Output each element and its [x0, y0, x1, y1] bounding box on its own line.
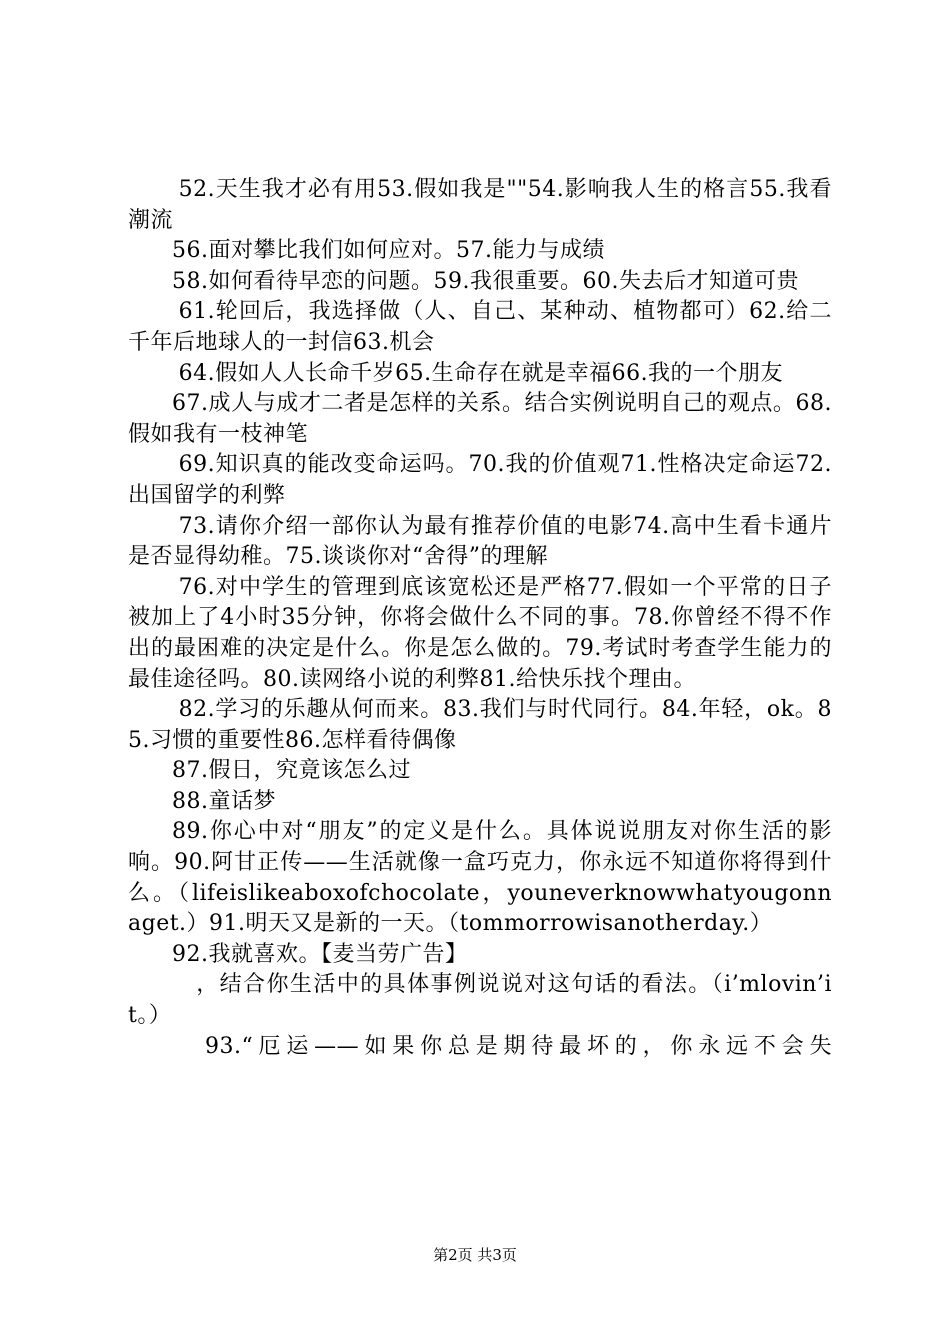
- paragraph-topics-76-81: 76.对中学生的管理到底该宽松还是严格77.假如一个平常的日子被加上了4小时35分钟，你将会做什么不同的事。78.你曾经不得不作出的最困难的决定是什么。你是怎么做的。79.考试时考查学生能力的最佳途径吗。80.读网络小说的利弊81.给快乐找个理由。: [128, 574, 832, 692]
- paragraph-topic-92: 92.我就喜欢。【麦当劳广告】: [172, 941, 468, 967]
- paragraph-topics-61-63: 61.轮回后，我选择做（人、自己、某种动、植物都可）62.给二千年后地球人的一封信63.机会: [128, 299, 832, 355]
- paragraph-topics-67-68: 67.成人与成才二者是怎样的关系。结合实例说明自己的观点。68.假如我有一枝神笔: [128, 391, 832, 447]
- paragraph-topic-87: 87.假日，究竟该怎么过: [172, 758, 411, 784]
- paragraph-topics-58-60: 58.如何看待早恋的问题。59.我很重要。60.失去后才知道可贵: [172, 268, 799, 294]
- paragraph-topics-73-75: 73.请你介绍一部你认为最有推荐价值的电影74.高中生看卡通片是否显得幼稚。75.谈谈你对“舍得”的理解: [128, 513, 832, 570]
- paragraph-topics-69-72: 69.知识真的能改变命运吗。70.我的价值观71.性格决定命运72.出国留学的利弊: [128, 452, 832, 508]
- paragraph-topics-52-55: 52.天生我才必有用53.假如我是""54.影响我人生的格言55.我看潮流: [128, 177, 832, 233]
- paragraph-topics-56-57: 56.面对攀比我们如何应对。57.能力与成绩: [172, 238, 605, 264]
- document-body: [128, 175, 832, 1062]
- paragraph-topics-64-66: 64.假如人人长命千岁65.生命存在就是幸福66.我的一个朋友: [178, 360, 784, 386]
- paragraph-topics-82-86: 82.学习的乐趣从何而来。83.我们与时代同行。84.年轻，ok。85.习惯的重要性86.怎样看待偶像: [128, 697, 832, 753]
- paragraph-topic-92-continued: ，结合你生活中的具体事例说说对这句话的看法。（i’mlovin’it。）: [128, 972, 832, 1029]
- paragraph-topic-88: 88.童话梦: [172, 788, 276, 814]
- page-footer: 第2页 共3页: [433, 1246, 517, 1264]
- paragraph-topics-89-91: 89.你心中对“朋友”的定义是什么。具体说说朋友对你生活的影响。90.阿甘正传——生活就像一盒巧克力，你永远不知道你将得到什么。（lifeislikeaboxofchocolate，youneverknowwhatyougonnaget.）91.明天又是新的一天。（tommorrowisanotherday.）: [128, 819, 832, 937]
- paragraph-topic-93: 93.“厄运——如果你总是期待最坏的，你永远不会失: [205, 1033, 832, 1059]
